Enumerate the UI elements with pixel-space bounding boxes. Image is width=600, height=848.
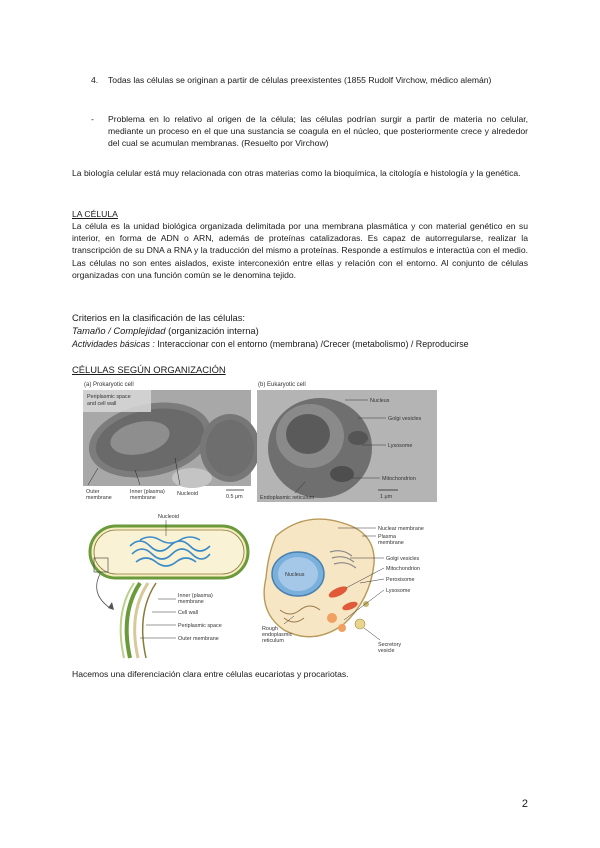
criteria-title: Criterios en la clasificación de las células:	[72, 312, 245, 323]
cell-comparison-figure	[80, 378, 440, 664]
intro-paragraph: La biología celular está muy relacionada con otras materias como la bioquímica, la citología e histología y la genética.	[72, 168, 521, 178]
label-lyso-d: Lysosome	[386, 588, 411, 594]
label-rough-d-2: endoplasmic	[262, 632, 293, 638]
label-golgi-b: Golgi vesicles	[388, 416, 422, 422]
label-mito-d: Mitochondrion	[386, 566, 420, 572]
criteria-line-1-label: Tamaño / Complejidad	[72, 325, 166, 336]
panel-a-label: (a) Prokaryotic cell	[84, 382, 134, 388]
label-periplasmic: Periplasmic space	[87, 394, 131, 400]
label-lysosome-b: Lysosome	[388, 443, 413, 449]
label-rough-d: Rough	[262, 626, 278, 632]
label-outer-2: membrane	[86, 495, 112, 501]
label-inner-c-2: membrane	[178, 599, 204, 605]
label-nucleoid-a: Nucleoid	[177, 491, 198, 497]
label-cellwall: and cell wall	[87, 401, 117, 407]
list-item-4: Todas las células se originan a partir de células preexistentes (1855 Rudolf Virchow, médico alemán)	[108, 75, 492, 85]
label-inner: Inner (plasma)	[130, 489, 165, 495]
label-scale-b: 1 μm	[380, 494, 393, 500]
list-item-dash: Problema en lo relativo al origen de la célula; las células podrían surgir a partir de materia no celular, mediante un proceso en el que una sustancia se coagula en el núcleo, que posteriormente crece y alrededor del cual se acumulan membranas. (Resuelto por Virchow)	[108, 114, 528, 149]
label-scale-a: 0.5 μm	[226, 494, 243, 500]
panel-b-label: (b) Eukaryotic cell	[258, 382, 306, 388]
label-er-b: Endoplasmic reticulum	[260, 495, 315, 501]
label-nucleus-b: Nucleus	[370, 398, 390, 404]
label-inner-2: membrane	[130, 495, 156, 501]
label-rough-d-3: reticulum	[262, 638, 284, 644]
label-golgi-d: Golgi vesicles	[386, 556, 420, 562]
label-nucleoid-c: Nucleoid	[158, 514, 179, 520]
label-nuclear-d: Nuclear membrane	[378, 526, 424, 532]
criteria-line-2-text: Interaccionar con el entorno (membrana) /Crecer (metabolismo) / Reproducirse	[154, 339, 469, 349]
label-perox-d: Peroxisome	[386, 577, 415, 583]
organization-heading: CÉLULAS SEGÚN ORGANIZACIÓN	[72, 364, 226, 375]
label-peri-c: Periplasmic space	[178, 623, 222, 629]
label-nucleus-d: Nucleus	[285, 572, 305, 578]
label-outer: Outer	[86, 489, 100, 495]
criteria-line-2	[72, 338, 532, 351]
criteria-line-1	[72, 325, 528, 338]
label-inner-c: Inner (plasma)	[178, 593, 213, 599]
list-number: 4.	[91, 75, 99, 85]
label-plasma-d-2: membrane	[378, 540, 404, 546]
cell-heading: LA CÉLULA	[72, 209, 118, 219]
label-plasma-d: Plasma	[378, 534, 396, 540]
label-secretory-d: Secretory	[378, 642, 402, 648]
cell-paragraph: La célula es la unidad biológica organizada delimitada por una membrana plasmática y con material genético en su interior, en forma de ADN o ARN, además de proteínas catalizadoras. Es capaz de autorregularse, realizar la transcripción de su DNA a RNA y la traducción del mismo a proteínas. Responde a estímulos e interactúa con el medio. Las células no son entes aislados, existe interconexión entre ellas y relación con el entorno. Al conjunto de células organizadas con una función común se le denomina tejido.	[72, 221, 528, 280]
list-dash: -	[91, 114, 94, 124]
page-number: 2	[521, 798, 528, 810]
label-outer-c: Outer membrane	[178, 636, 219, 642]
criteria-line-2-label: Actividades básicas :	[72, 339, 155, 349]
label-mito-b: Mitochondrion	[382, 476, 416, 482]
figure-caption: Hacemos una diferenciación clara entre células eucariotas y procariotas.	[72, 669, 349, 679]
criteria-line-1-text: (organización interna)	[165, 325, 259, 336]
label-cellwall-c: Cell wall	[178, 610, 199, 616]
label-secretory-d-2: vesicle	[378, 648, 395, 654]
